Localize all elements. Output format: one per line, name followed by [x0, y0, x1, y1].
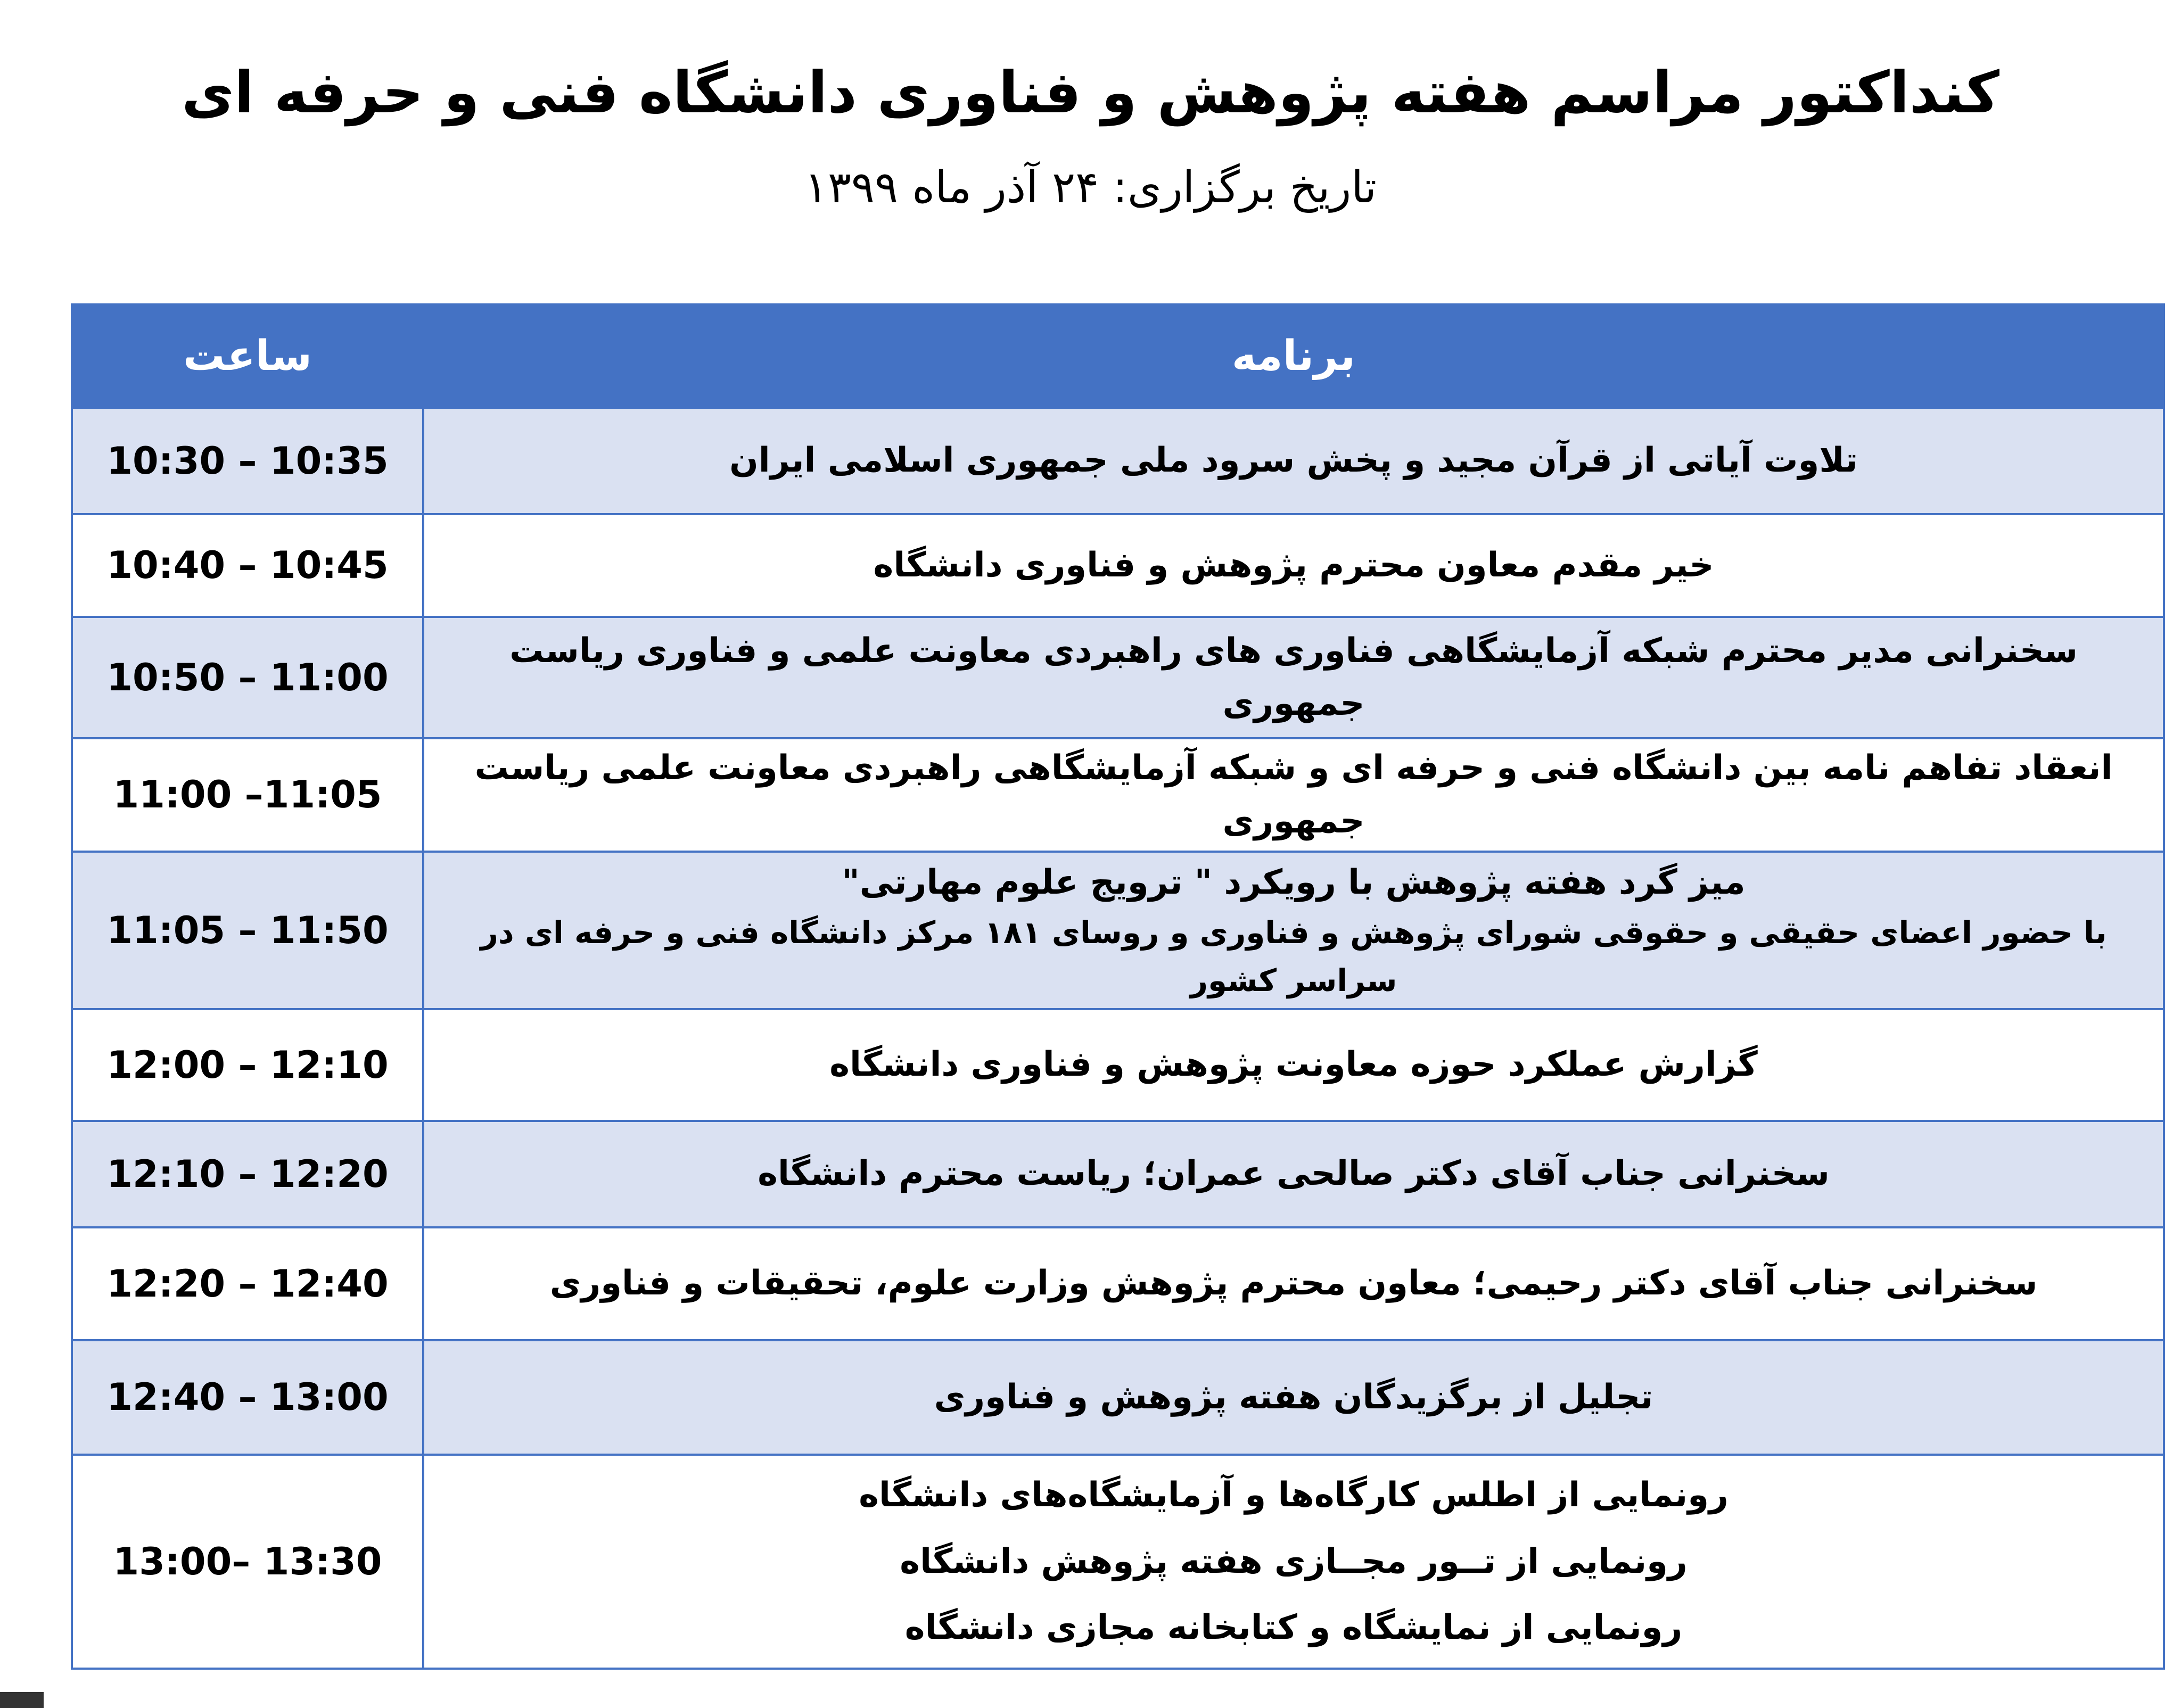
- program-line: سخنرانی جناب آقای دکتر رحیمی؛ معاون محترم پژوهش وزارت علوم، تحقیقات و فناوری: [549, 1264, 2038, 1303]
- program-line: رونمایی از اطلس کارگاه‌ها و آزمایشگاه‌های دانشگاه: [859, 1475, 1729, 1515]
- table-row: [72, 1455, 2164, 1669]
- program-cell: [423, 514, 2164, 617]
- program-cell: [423, 852, 2164, 1009]
- event-date: تاریخ برگزاری: ۲۴ آذر ماه ۱۳۹۹: [804, 162, 1377, 213]
- program-line: سخنرانی مدیر محترم شبکه آزمایشگاهی فناوری های راهبردی معاونت علمی و فناوری ریاست جمهوری: [509, 631, 2078, 723]
- time-cell: 12:10 – 12:20: [72, 1121, 423, 1227]
- time-column-header: ساعت: [72, 304, 423, 408]
- table-row: [72, 1009, 2164, 1121]
- watermark-logo: [0, 1692, 44, 1708]
- program-cell: [423, 1121, 2164, 1227]
- time-cell: 12:00 – 12:10: [72, 1009, 423, 1121]
- time-cell: 12:20 – 12:40: [72, 1227, 423, 1340]
- page-title: کنداکتور مراسم هفته پژوهش و فناوری دانشگاه فنی و حرفه ای: [182, 60, 1999, 126]
- time-cell: 13:00– 13:30: [72, 1455, 423, 1669]
- program-cell: [423, 1340, 2164, 1455]
- table-row: [72, 738, 2164, 852]
- table-row: [72, 514, 2164, 617]
- time-cell: 10:50 – 11:00: [72, 617, 423, 738]
- schedule-table: [71, 303, 2165, 1670]
- table-row: [72, 1121, 2164, 1227]
- program-cell: [423, 1227, 2164, 1340]
- program-line: انعقاد تفاهم نامه بین دانشگاه فنی و حرفه ای و شبکه آزمایشگاهی راهبردی معاونت علمی ریاست جمهوری: [474, 748, 2113, 841]
- table-row: [72, 408, 2164, 514]
- table-row: [72, 852, 2164, 1009]
- table-row: [72, 617, 2164, 738]
- table-row: [72, 1340, 2164, 1455]
- program-line: با حضور اعضای حقیقی و حقوقی شورای پژوهش و فناوری و روسای ۱۸۱ مرکز دانشگاه فنی و حرفه ای در سراسر کشور: [480, 914, 2107, 999]
- program-line: خیر مقدم معاون محترم پژوهش و فناوری دانشگاه: [873, 545, 1714, 585]
- time-cell: 11:05 – 11:50: [72, 852, 423, 1009]
- program-cell: [423, 1455, 2164, 1669]
- program-cell: [423, 408, 2164, 514]
- time-cell: 12:40 – 13:00: [72, 1340, 423, 1455]
- program-line: رونمایی از نمایشگاه و کتابخانه مجازی دانشگاه: [904, 1608, 1683, 1648]
- program-line: میز گرد هفته پژوهش با رویکرد " ترویج علوم مهارتی": [842, 862, 1746, 902]
- program-cell: [423, 1009, 2164, 1121]
- program-column-header: برنامه: [423, 304, 2164, 408]
- time-cell: 10:30 – 10:35: [72, 408, 423, 514]
- table-header-row: [72, 304, 2164, 408]
- time-cell: 11:00 –11:05: [72, 738, 423, 852]
- time-cell: 10:40 – 10:45: [72, 514, 423, 617]
- program-line: تجلیل از برگزیدگان هفته پژوهش و فناوری: [934, 1377, 1653, 1417]
- program-line: تلاوت آیاتی از قرآن مجید و پخش سرود ملی جمهوری اسلامی ایران: [729, 441, 1858, 481]
- program-line: گزارش عملکرد حوزه معاونت پژوهش و فناوری دانشگاه: [829, 1045, 1758, 1085]
- program-line: رونمایی از تــور مجــازی هفته پژوهش دانشگاه: [900, 1541, 1688, 1581]
- program-cell: [423, 617, 2164, 738]
- program-line: سخنرانی جناب آقای دکتر صالحی عمران؛ ریاست محترم دانشگاه: [758, 1154, 1830, 1194]
- program-cell: [423, 738, 2164, 852]
- table-row: [72, 1227, 2164, 1340]
